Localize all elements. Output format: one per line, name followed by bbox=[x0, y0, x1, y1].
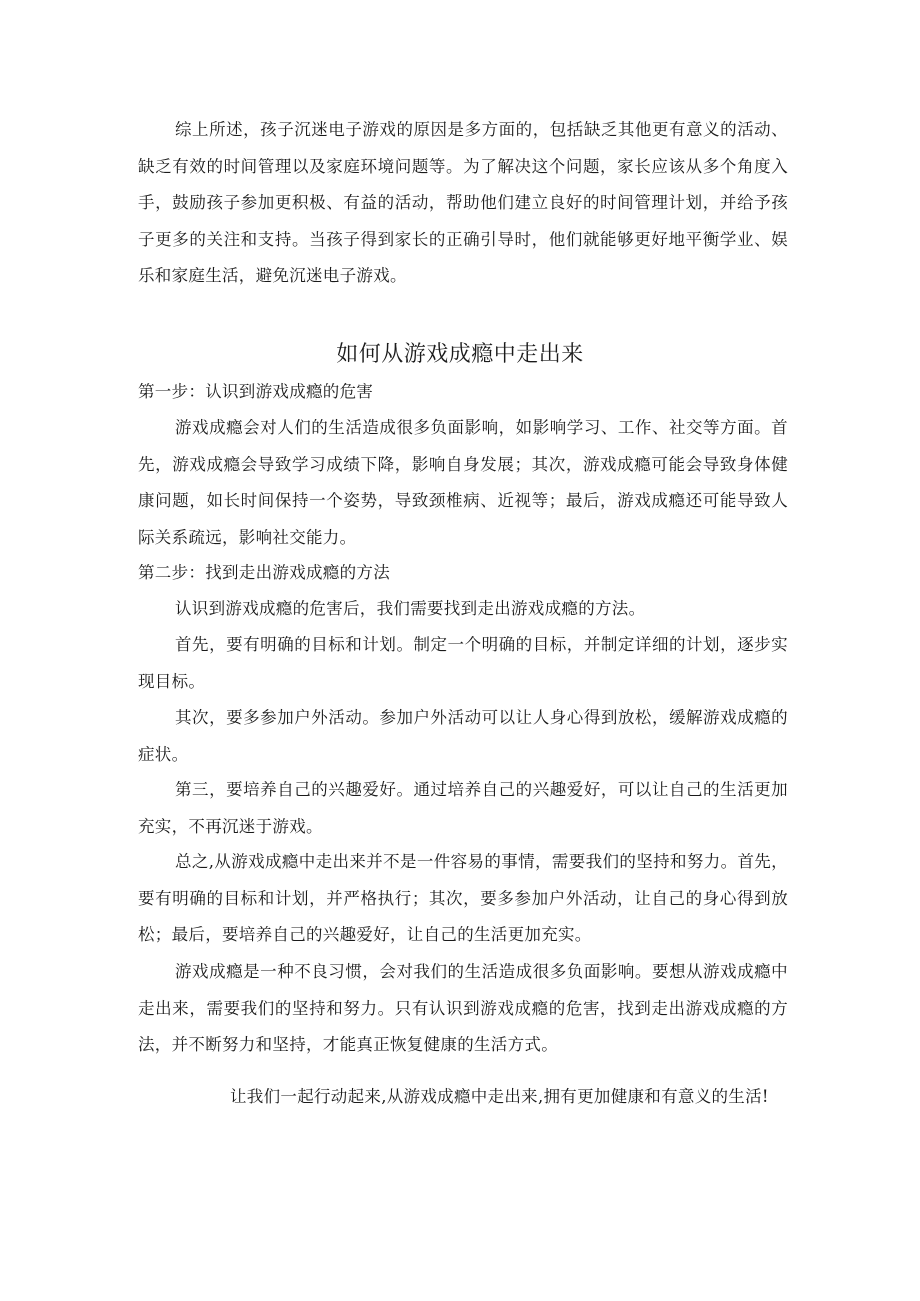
step2-heading: 第二步：找到走出游戏成瘾的方法 bbox=[138, 563, 390, 582]
method-outdoor-paragraph: 其次，要多参加户外活动。参加户外活动可以让人身心得到放松，缓解游戏成瘾的症状。 bbox=[138, 708, 788, 764]
summary-paragraph: 总之,从游戏成瘾中走出来并不是一件容易的事情，需要我们的坚持和努力。首先，要有明确的目标和计划，并严格执行；其次，要多参加户外活动，让自己的身心得到放松；最后，要培养自己的兴趣爱好，让自己的生活更加充实。 bbox=[138, 852, 788, 944]
document-title: 如何从游戏成瘾中走出来 bbox=[336, 342, 584, 367]
step2-intro: 认识到游戏成瘾的危害后，我们需要找到走出游戏成瘾的方法。 bbox=[175, 599, 646, 618]
step1-paragraph: 游戏成瘾会对人们的生活造成很多负面影响，如影响学习、工作、社交等方面。首先，游戏成瘾会导致学习成绩下降，影响自身发展；其次，游戏成瘾可能会导致身体健康问题，如长时间保持一个姿势，导致颈椎病、近视等；最后，游戏成瘾还可能导致人际关系疏远，影响社交能力。 bbox=[138, 418, 788, 547]
method-goals-paragraph: 首先，要有明确的目标和计划。制定一个明确的目标，并制定详细的计划，逐步实现目标。 bbox=[138, 635, 788, 691]
method-hobbies-paragraph: 第三，要培养自己的兴趣爱好。通过培养自己的兴趣爱好，可以让自己的生活更加充实，不再沉迷于游戏。 bbox=[138, 780, 788, 836]
conclusion-paragraph: 游戏成瘾是一种不良习惯，会对我们的生活造成很多负面影响。要想从游戏成瘾中走出来，需要我们的坚持和努力。只有认识到游戏成瘾的危害，找到走出游戏成瘾的方法，并不断努力和坚持，才能真正恢复健康的生活方式。 bbox=[138, 962, 788, 1054]
step1-heading: 第一步：认识到游戏成瘾的危害 bbox=[138, 382, 374, 401]
closing-line: 让我们一起行动起来,从游戏成瘾中走出来,拥有更加健康和有意义的生活! bbox=[230, 1087, 769, 1106]
intro-paragraph: 综上所述，孩子沉迷电子游戏的原因是多方面的，包括缺乏其他更有意义的活动、缺乏有效的时间管理以及家庭环境问题等。为了解决这个问题，家长应该从多个角度入手，鼓励孩子参加更积极、有益的活动，帮助他们建立良好的时间管理计划，并给予孩子更多的关注和支持。当孩子得到家长的正确引导时，他们就能够更好地平衡学业、娱乐和家庭生活，避免沉迷电子游戏。 bbox=[138, 120, 788, 285]
